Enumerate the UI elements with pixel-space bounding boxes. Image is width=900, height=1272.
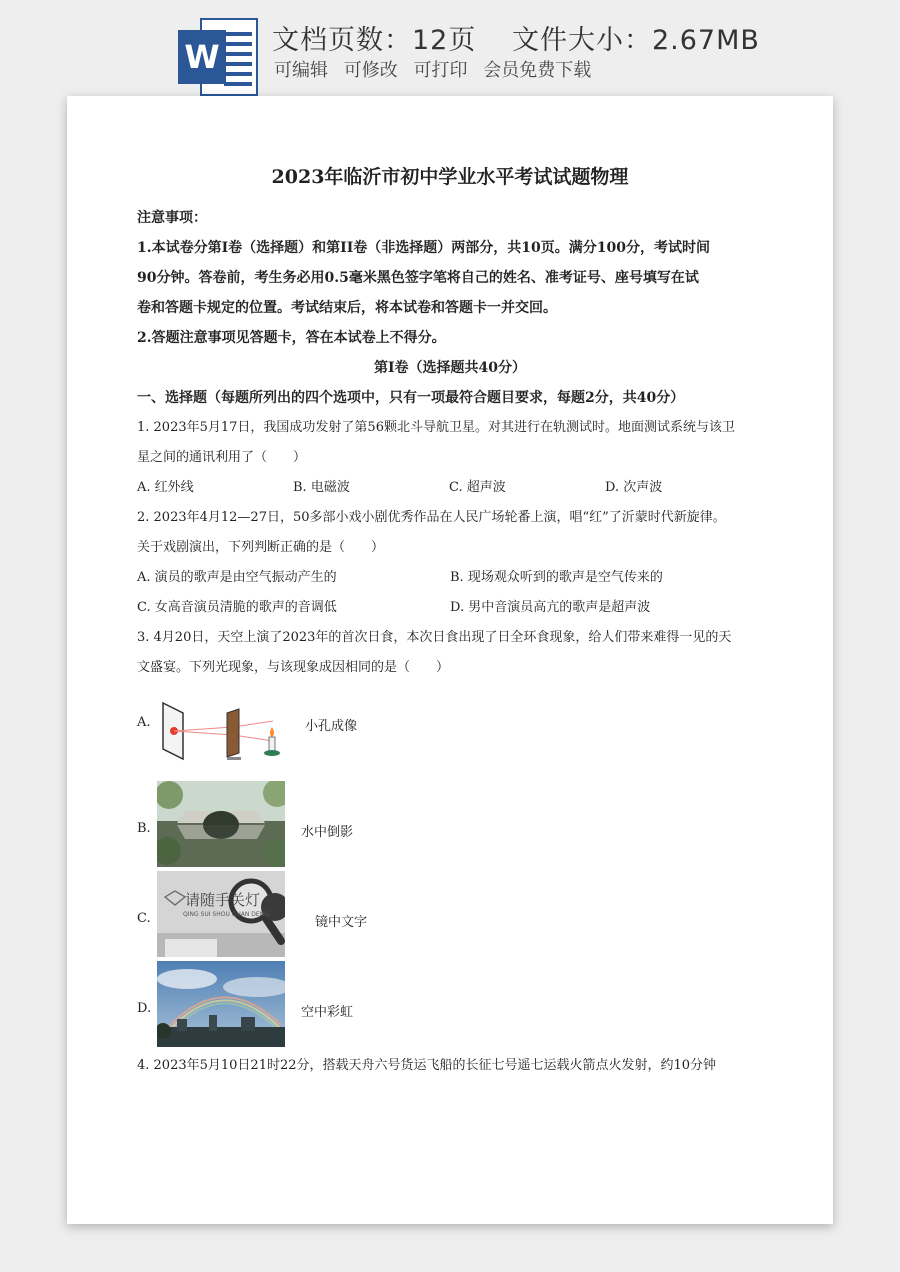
question-2-line: 2. 2023年4月12—27日，50多部小戏小剧优秀作品在人民广场轮番上演，唱“红”了沂蒙时代新旋律。 [137, 510, 726, 525]
option-d: D. 次声波 [605, 480, 663, 495]
option-letter: B. [137, 821, 151, 836]
document-page [67, 96, 833, 1224]
notice-line: 2.答题注意事项见答题卡，答在本试卷上不得分。 [137, 330, 446, 346]
question-3-option-a [137, 697, 763, 781]
exam-title: 2023年临沂市初中学业水平考试试题物理 [271, 166, 629, 188]
option-c: C. 超声波 [449, 480, 506, 495]
bridge-reflection-image [157, 781, 285, 867]
option-d: D. 男中音演员高亢的歌声是超声波 [450, 600, 651, 615]
feature-list [274, 56, 591, 82]
notice-line: 卷和答题卡规定的位置。考试结束后，将本试卷和答题卡一并交回。 [137, 300, 557, 316]
question-4-line: 4. 2023年5月10日21时22分，搭载天舟六号货运飞船的长征七号遥七运载火箭点火发射，约10分钟 [137, 1058, 717, 1073]
option-c: C. 女高音演员清脆的歌声的音调低 [137, 600, 337, 615]
feature-editable: 可编辑 [274, 60, 328, 81]
question-3-option-c [137, 871, 763, 961]
question-1-line: 1. 2023年5月17日，我国成功发射了第56颗北斗导航卫星。对其进行在轨测试时。地面测试系统与该卫 [137, 420, 735, 435]
question-2-options [137, 593, 763, 623]
file-size: 文件大小：2.67MB [511, 25, 760, 56]
option-letter: C. [137, 911, 151, 926]
feature-modifiable: 可修改 [343, 60, 398, 81]
header-banner [0, 0, 900, 100]
sign-pinyin: QING SUI SHOU GUAN DENG [183, 911, 269, 918]
option-caption: 小孔成像 [305, 719, 358, 734]
feature-printable: 可打印 [413, 60, 468, 81]
document-content [137, 162, 763, 1081]
option-caption: 镜中文字 [315, 915, 368, 930]
option-letter: A. [137, 715, 151, 730]
sign-text: 请随手关灯 [185, 891, 261, 909]
option-a: A. 红外线 [137, 480, 194, 495]
question-1-line: 星之间的通讯利用了（ ） [137, 450, 307, 465]
file-info [272, 18, 760, 57]
pinhole-imaging-image [161, 701, 291, 761]
rainbow-image [157, 961, 285, 1047]
question-2-options [137, 563, 763, 593]
notice-line: 90分钟。答卷前，考生务必用0.5毫米黑色签字笔将自己的姓名、准考证号、座号填写在试 [137, 270, 699, 286]
question-3-line: 3. 4月20日，天空上演了2023年的首次日食，本次日食出现了日全环食现象，给人们带来难得一见的天 [137, 630, 732, 645]
feature-member-download: 会员免费下载 [483, 60, 592, 81]
question-3-option-b [137, 781, 763, 871]
question-1-options [137, 473, 763, 503]
option-caption: 空中彩虹 [301, 1005, 354, 1020]
question-3-line: 文盛宴。下列光现象，与该现象成因相同的是（ ） [137, 660, 450, 675]
option-b: B. 现场观众听到的歌声是空气传来的 [450, 570, 663, 585]
page-count: 文档页数：12页 [272, 25, 477, 56]
option-letter: D. [137, 1001, 152, 1016]
option-caption: 水中倒影 [301, 825, 354, 840]
question-2-line: 关于戏剧演出，下列判断正确的是（ ） [137, 540, 385, 555]
option-a: A. 演员的歌声是由空气振动产生的 [137, 570, 337, 585]
notice-line: 1.本试卷分第I卷（选择题）和第II卷（非选择题）两部分，共10页。满分100分，考试时间 [137, 240, 710, 256]
part-heading: 一、选择题（每题所列出的四个选项中，只有一项最符合题目要求，每题2分，共40分） [137, 390, 685, 406]
magnifier-sign-image [157, 871, 285, 957]
notice-heading: 注意事项： [137, 210, 207, 226]
word-document-icon: W [178, 18, 258, 96]
section-title: 第I卷（选择题共40分） [373, 360, 527, 376]
option-b: B. 电磁波 [293, 480, 350, 495]
question-3-option-d [137, 961, 763, 1051]
